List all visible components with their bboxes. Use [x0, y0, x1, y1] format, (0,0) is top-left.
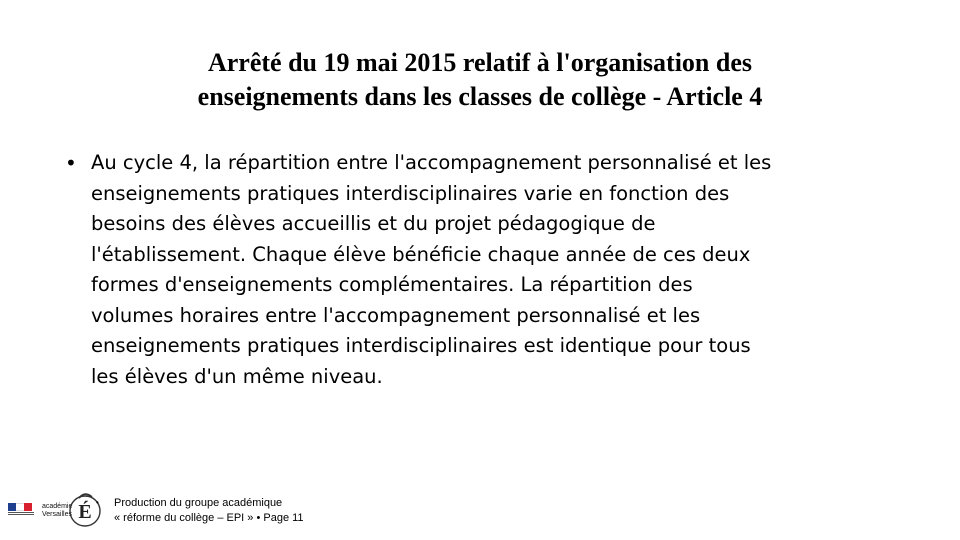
body-line-6: volumes horaires entre l'accompagnement personnalisé et les — [91, 303, 701, 327]
body-paragraph — [91, 148, 896, 392]
title-line-1: Arrêté du 19 mai 2015 relatif à l'organisation des — [207, 48, 753, 77]
footer-line-1: Production du groupe académique — [114, 497, 283, 509]
body-line-7: enseignements pratiques interdisciplinaires est identique pour tous — [91, 334, 751, 357]
slide-title — [60, 46, 900, 114]
footer-logos — [8, 492, 98, 528]
body-line-8: les élèves d'un même niveau. — [91, 364, 383, 388]
body-line-5: formes d'enseignements complémentaires. La répartition des — [91, 273, 693, 296]
bullet-marker: • — [65, 151, 77, 175]
footer-bullet: • — [96, 498, 99, 507]
footer-credit — [114, 496, 304, 526]
republique-francaise-logo — [8, 503, 34, 517]
svg-text:É: É — [78, 501, 92, 523]
academy-line-1: académie — [42, 503, 73, 510]
footer-line-2: « réforme du collège – EPI » • Page 11 — [114, 512, 304, 524]
body-line-1: Au cycle 4, la répartition entre l'accompagnement personnalisé et les — [91, 151, 772, 174]
academy-line-2: Versailles — [42, 511, 72, 518]
body-bullet-block — [66, 148, 896, 392]
body-line-2: enseignements pratiques interdisciplinaires varie en fonction des — [91, 181, 730, 205]
body-line-3: besoins des élèves accueillis et du projet pédagogique de — [91, 212, 656, 235]
french-flag-icon — [8, 503, 32, 511]
body-line-4: l'établissement. Chaque élève bénéficie chaque année de ces deux — [91, 242, 751, 266]
title-line-2: enseignements dans les classes de collège - Article 4 — [197, 82, 763, 111]
